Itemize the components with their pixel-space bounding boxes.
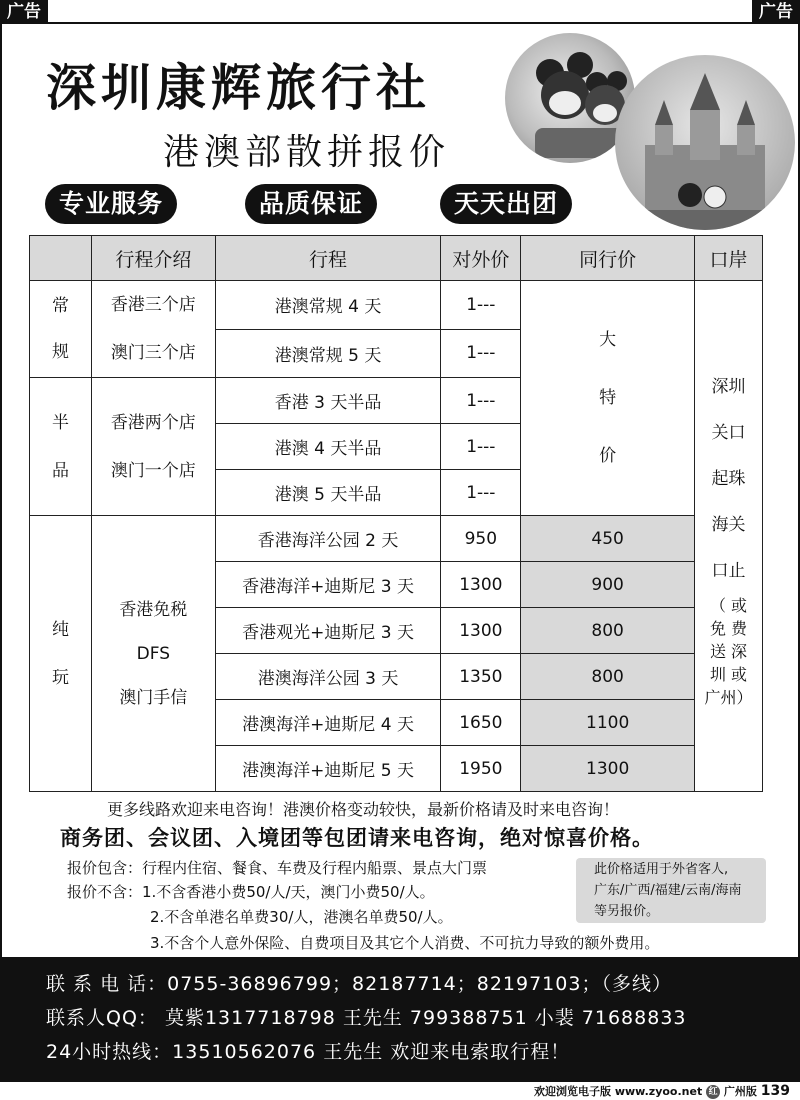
intro-regular: 香港三个店 澳门三个店 [91, 281, 215, 378]
header-intro: 行程介绍 [91, 236, 215, 281]
route-cell: 港澳常规 4 天 [215, 281, 441, 330]
header-peer-price: 同行价 [521, 236, 695, 281]
route-cell: 香港海洋公园 2 天 [215, 516, 441, 562]
price-excludes-2: 2.不含单港名单费30/人，港澳名单费50/人。 [150, 908, 453, 926]
table-row [30, 281, 763, 330]
external-price-cell: 1--- [441, 329, 521, 378]
external-price-cell: 1--- [441, 378, 521, 424]
external-price-cell: 1300 [441, 608, 521, 654]
route-cell: 香港海洋+迪斯尼 3 天 [215, 562, 441, 608]
route-cell: 港澳海洋+迪斯尼 4 天 [215, 700, 441, 746]
external-price-cell: 1--- [441, 470, 521, 516]
header-port: 口岸 [695, 236, 763, 281]
ad-tag-right: 广告 [752, 0, 800, 24]
website-text: 欢迎浏览电子版 www.zyoo.net [534, 1085, 703, 1098]
agency-name: 深圳康辉旅行社 [46, 59, 431, 117]
route-cell: 港澳海洋+迪斯尼 5 天 [215, 746, 441, 792]
port-note: （ 或 免 费 送 深 圳 或 广州） [704, 595, 753, 707]
port-cell [695, 281, 763, 792]
contact-phone: 联 系 电 话：0755-36896799；82187714；82197103；（多线） [46, 973, 672, 995]
external-price-cell: 1--- [441, 424, 521, 470]
price-includes: 报价包含：行程内住宿、餐食、车费及行程内船票、景点大门票 [67, 859, 488, 877]
price-table [29, 235, 763, 792]
external-price-cell: 950 [441, 516, 521, 562]
category-regular: 常 规 [30, 281, 92, 378]
disney-castle-photo [615, 55, 795, 230]
ad-tag-left: 广告 [0, 0, 48, 24]
intro-half: 香港两个店 澳门一个店 [91, 378, 215, 516]
edition-label: 广州版 [723, 1085, 757, 1098]
peer-price-cell: 1300 [521, 746, 695, 792]
category-pure-play: 纯 玩 [30, 516, 92, 792]
peer-price-cell: 800 [521, 608, 695, 654]
external-price-cell: 1--- [441, 281, 521, 330]
frame-left-border [0, 22, 2, 1082]
page-subtitle: 港澳部散拼报价 [163, 132, 451, 173]
more-routes-note: 更多线路欢迎来电咨询！港澳价格变动较快，最新价格请及时来电咨询！ [107, 800, 620, 819]
contact-qq: 联系人QQ： 莫紫1317718798 王先生 799388751 小裴 71688833 [46, 1007, 687, 1029]
page-number: 139 [760, 1083, 790, 1099]
route-cell: 港澳常规 5 天 [215, 329, 441, 378]
route-cell: 香港 3 天半品 [215, 378, 441, 424]
external-price-cell: 1650 [441, 700, 521, 746]
peer-price-cell: 900 [521, 562, 695, 608]
external-price-cell: 1950 [441, 746, 521, 792]
peer-price-cell: 450 [521, 516, 695, 562]
route-cell: 港澳 5 天半品 [215, 470, 441, 516]
contact-footer [2, 957, 798, 1082]
table-header-row [30, 236, 763, 281]
table-row [30, 516, 763, 562]
external-price-cell: 1300 [441, 562, 521, 608]
port-text: 深圳 关口 起珠 海关 口止 [711, 376, 746, 581]
route-cell: 港澳海洋公园 3 天 [215, 654, 441, 700]
badge-quality: 品质保证 [245, 184, 377, 224]
external-price-cell: 1350 [441, 654, 521, 700]
business-group-note: 商务团、会议团、入境团等包团请来电咨询，绝对惊喜价格。 [60, 826, 654, 850]
out-of-province-note: 此价格适用于外省客人, 广东/广西/福建/云南/海南 等另报价。 [576, 858, 766, 923]
page-footer-line [534, 1083, 790, 1099]
badge-daily-departure: 天天出团 [440, 184, 572, 224]
intro-pure-play: 香港免税 DFS 澳门手信 [91, 516, 215, 792]
category-half: 半 品 [30, 378, 92, 516]
badge-professional-service: 专业服务 [45, 184, 177, 224]
header-route: 行程 [215, 236, 441, 281]
logo-icon: 红 [706, 1085, 720, 1099]
header-corner [30, 236, 92, 281]
route-cell: 港澳 4 天半品 [215, 424, 441, 470]
price-excludes-1: 报价不含：1.不含香港小费50/人/天，澳门小费50/人。 [67, 883, 435, 901]
peer-price-cell: 800 [521, 654, 695, 700]
route-cell: 香港观光+迪斯尼 3 天 [215, 608, 441, 654]
contact-hotline: 24小时热线：13510562076 王先生 欢迎来电索取行程！ [46, 1041, 571, 1063]
header-external-price: 对外价 [441, 236, 521, 281]
price-excludes-3: 3.不含个人意外保险、自费项目及其它个人消费、不可抗力导致的额外费用。 [150, 934, 660, 952]
special-price-cell: 大 特 价 [521, 281, 695, 516]
peer-price-cell: 1100 [521, 700, 695, 746]
frame-top-border [0, 22, 800, 24]
